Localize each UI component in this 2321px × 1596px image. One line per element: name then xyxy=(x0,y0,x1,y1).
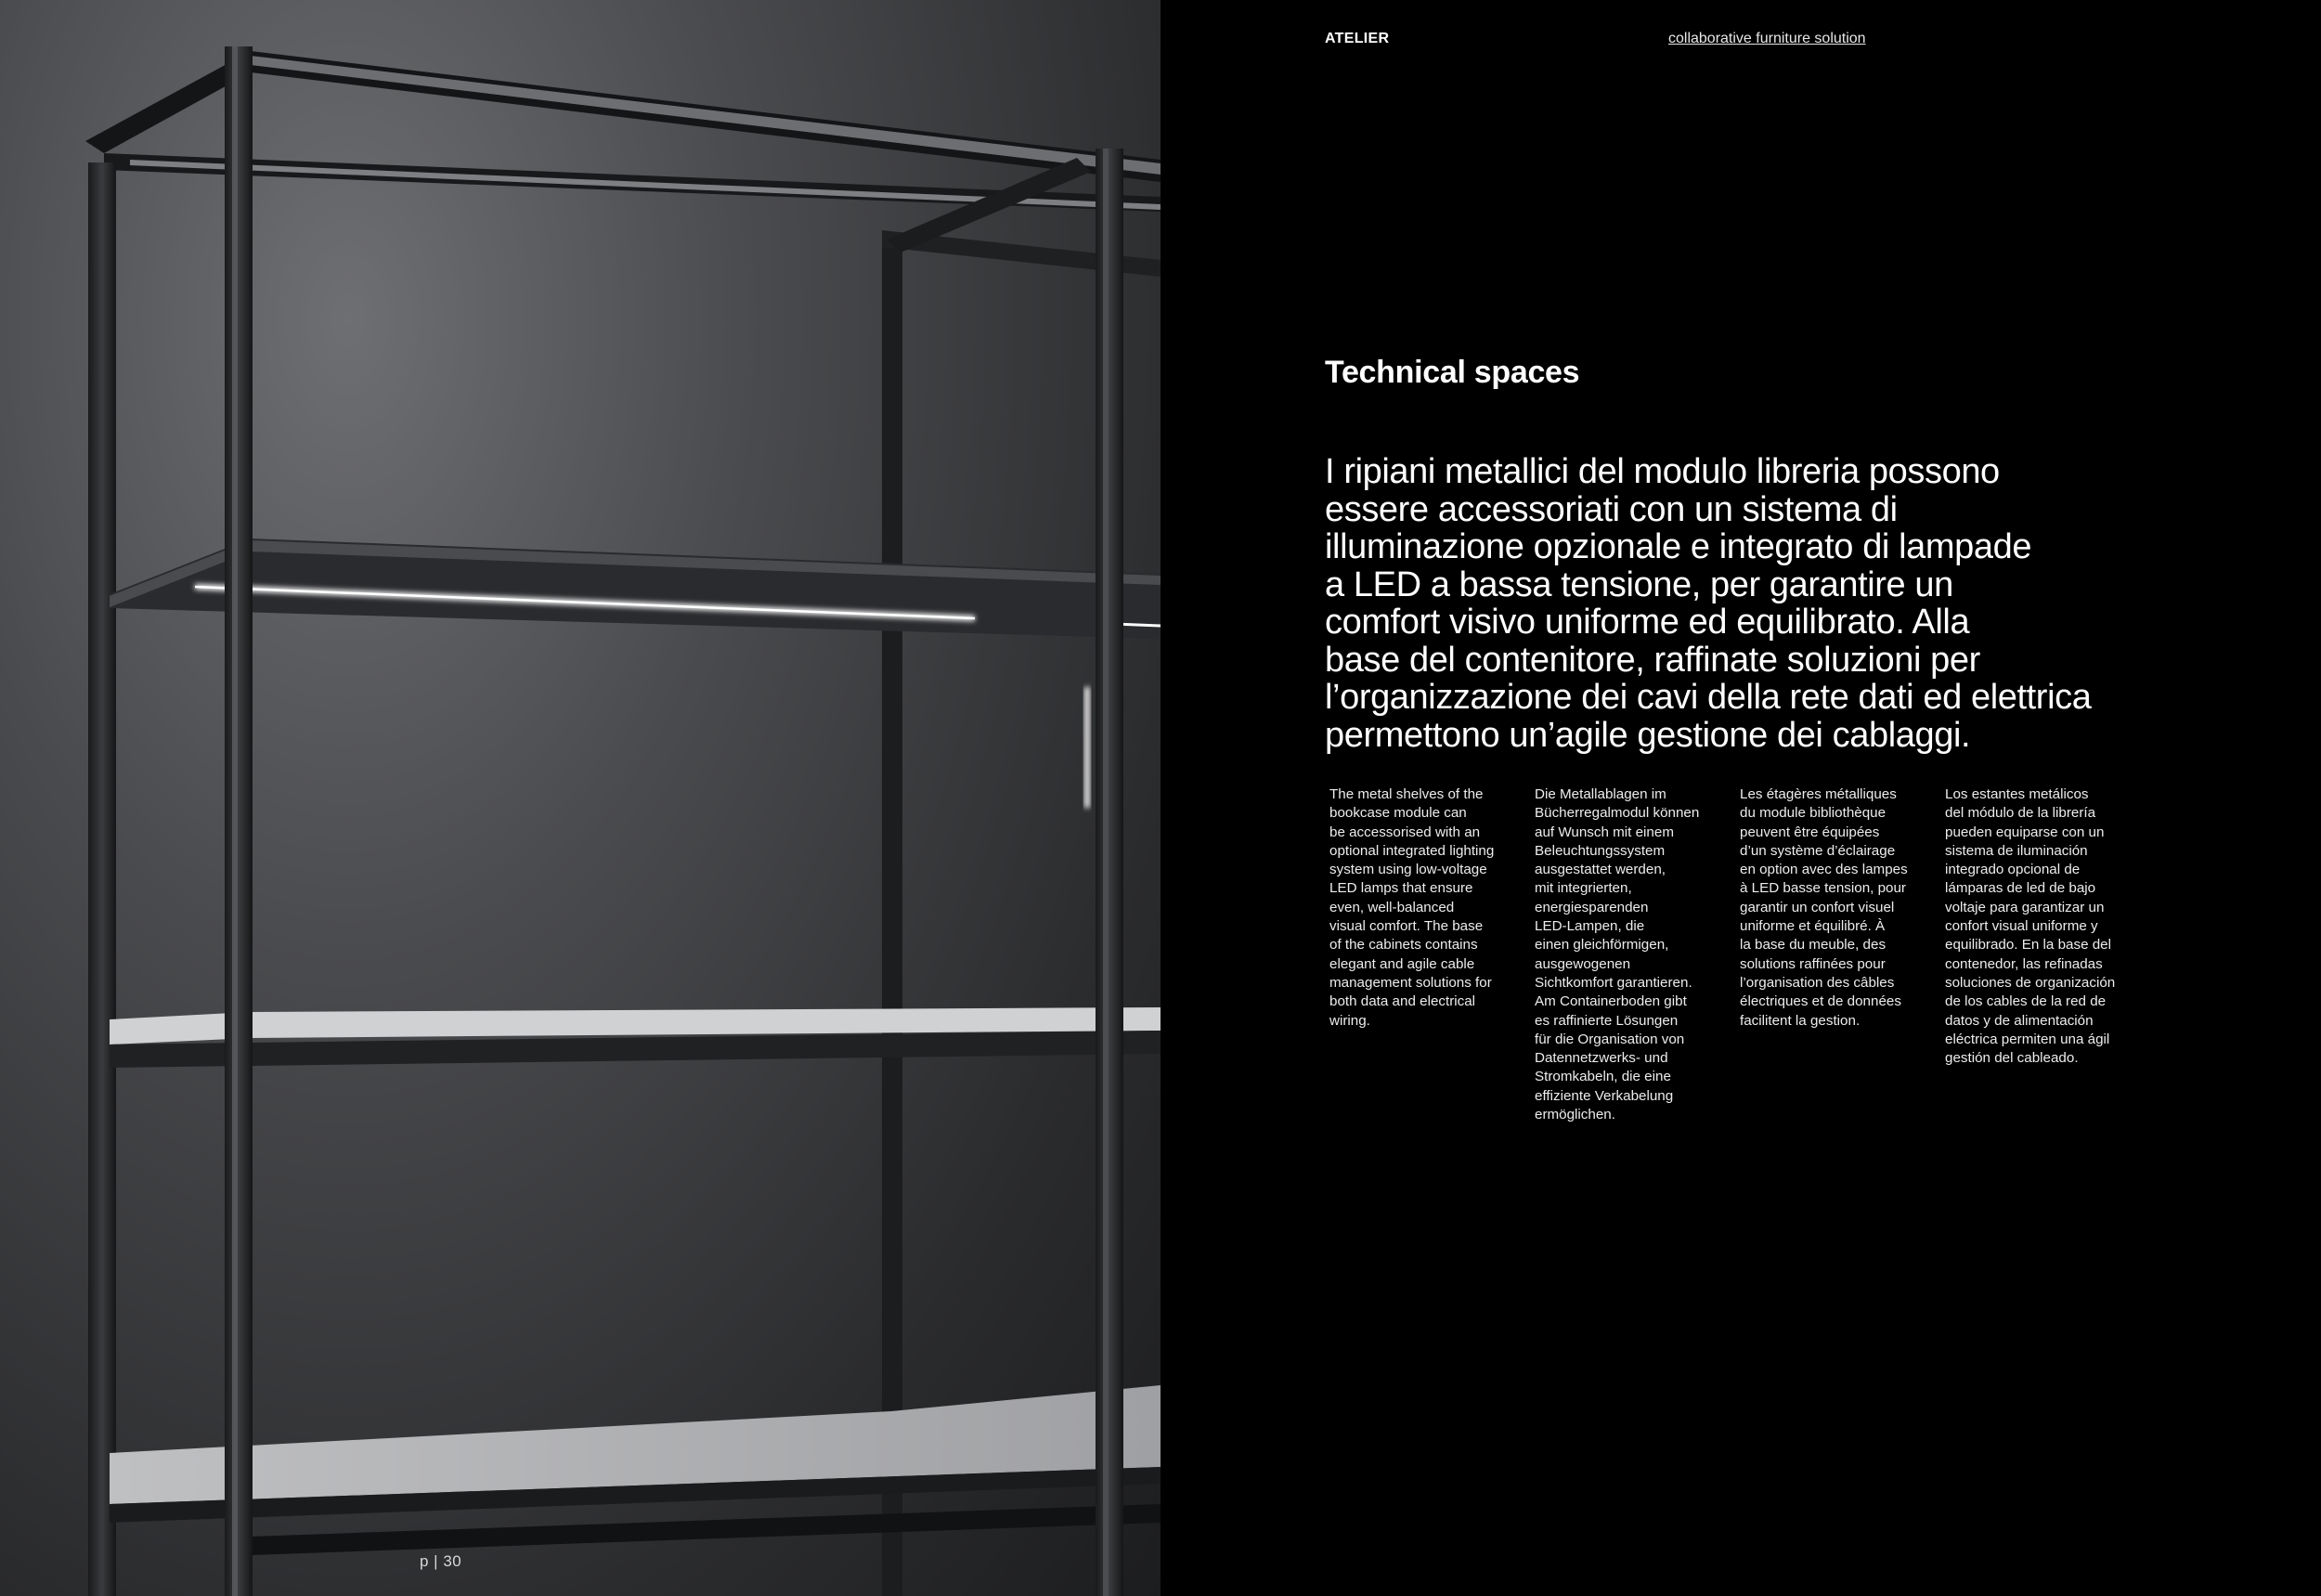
column-line: für die Organisation von xyxy=(1535,1031,1685,1047)
column-line: ausgestattet werden, xyxy=(1535,862,1666,878)
column-line: The metal shelves of the xyxy=(1329,786,1484,802)
column-line: soluciones de organización xyxy=(1945,974,2116,991)
column-line: en option avec des lampes xyxy=(1740,862,1908,878)
column-line: LED lamps that ensure xyxy=(1329,880,1473,897)
lead-line: base del contenitore, raffinate soluzioni per xyxy=(1325,640,1980,680)
front-right-post-highlight xyxy=(1103,149,1109,1596)
column-line: Bücherregalmodul können xyxy=(1535,805,1700,822)
column-line: even, well-balanced xyxy=(1329,899,1455,915)
column-spanish xyxy=(1945,785,2131,1124)
column-line: mit integrierten, xyxy=(1535,880,1632,897)
section-title: Technical spaces xyxy=(1325,355,1580,390)
column-line: confort visual uniforme y xyxy=(1945,918,2098,935)
column-line: del módulo de la librería xyxy=(1945,805,2096,822)
column-line: Die Metallablagen im xyxy=(1535,786,1666,802)
lead-line: permettono un’agile gestione dei cablaggi. xyxy=(1325,715,1971,755)
column-line: integrado opcional de xyxy=(1945,862,2081,878)
column-line: ermöglichen. xyxy=(1535,1107,1615,1123)
lead-line: comfort visivo uniforme ed equilibrato. Alla xyxy=(1325,603,1970,642)
column-english xyxy=(1329,785,1515,1124)
column-line: of the cabinets contains xyxy=(1329,937,1478,954)
column-german xyxy=(1535,785,1720,1124)
column-line: Les étagères métalliques xyxy=(1740,786,1897,802)
shelving-illustration xyxy=(0,0,1160,1596)
column-line: uniforme et équilibré. À xyxy=(1740,918,1886,935)
column-line: à LED basse tension, pour xyxy=(1740,880,1906,897)
column-line: Am Containerboden gibt xyxy=(1535,993,1687,1010)
column-line: equilibrado. En la base del xyxy=(1945,937,2112,954)
column-line: datos y de alimentación xyxy=(1945,1012,2094,1029)
column-line: lámparas de led de bajo xyxy=(1945,880,2096,897)
lead-line: I ripiani metallici del modulo libreria possono xyxy=(1325,452,2000,491)
front-left-post-highlight xyxy=(232,46,238,1596)
column-line: du module bibliothèque xyxy=(1740,805,1887,822)
text-page xyxy=(1160,0,2321,1596)
column-line: elegant and agile cable xyxy=(1329,955,1475,972)
lead-line: l’organizzazione dei cavi della rete dati ed elettrica xyxy=(1325,678,2092,717)
vertical-led-glow xyxy=(1084,687,1090,808)
column-line: garantir un confort visuel xyxy=(1740,899,1895,915)
column-line: gestión del cableado. xyxy=(1945,1050,2079,1067)
column-line: wiring. xyxy=(1329,1012,1370,1029)
column-line: Datennetzwerks- und xyxy=(1535,1050,1668,1067)
column-line: LED-Lampen, die xyxy=(1535,918,1645,935)
column-line: be accessorised with an xyxy=(1329,824,1481,840)
lead-line: a LED a bassa tensione, per garantire un xyxy=(1325,564,1953,604)
column-line: eléctrica permiten una ágil xyxy=(1945,1031,2110,1047)
column-line: la base du meuble, des xyxy=(1740,937,1887,954)
column-line: l’organisation des câbles xyxy=(1740,974,1895,991)
column-line: facilitent la gestion. xyxy=(1740,1012,1861,1029)
front-right-post xyxy=(1096,149,1123,1596)
lead-line: essere accessoriati con un sistema di xyxy=(1325,489,1898,529)
column-line: de los cables de la red de xyxy=(1945,993,2107,1010)
shelving-photo xyxy=(0,0,1160,1596)
column-line: ausgewogenen xyxy=(1535,955,1631,972)
tagline-link[interactable]: collaborative furniture solution xyxy=(1668,31,1866,46)
column-line: system using low-voltage xyxy=(1329,862,1487,878)
column-line: auf Wunsch mit einem xyxy=(1535,824,1674,840)
column-line: management solutions for xyxy=(1329,974,1492,991)
column-line: Stromkabeln, die eine xyxy=(1535,1069,1671,1085)
column-line: Los estantes metálicos xyxy=(1945,786,2089,802)
column-line: both data and electrical xyxy=(1329,993,1476,1010)
lead-line: illuminazione opzionale e integrato di lampade xyxy=(1325,527,2032,566)
column-line: contenedor, las refinadas xyxy=(1945,955,2103,972)
column-line: optional integrated lighting xyxy=(1329,842,1495,859)
column-line: einen gleichförmigen, xyxy=(1535,937,1669,954)
column-line: Sichtkomfort garantieren. xyxy=(1535,974,1692,991)
column-line: électriques et de données xyxy=(1740,993,1901,1010)
column-line: Beleuchtungssystem xyxy=(1535,842,1666,859)
page-number: p | 30 xyxy=(420,1552,462,1570)
column-line: energiesparenden xyxy=(1535,899,1649,915)
column-french xyxy=(1740,785,1926,1124)
column-line: voltaje para garantizar un xyxy=(1945,899,2105,915)
translation-columns xyxy=(1329,785,2150,1124)
brand-name: ATELIER xyxy=(1325,31,1390,46)
lead-paragraph xyxy=(1325,453,2198,754)
column-line: effiziente Verkabelung xyxy=(1535,1087,1674,1104)
left-rear-post xyxy=(88,162,116,1596)
column-line: bookcase module can xyxy=(1329,805,1467,822)
column-line: peuvent être équipées xyxy=(1740,824,1880,840)
column-line: es raffinierte Lösungen xyxy=(1535,1012,1679,1029)
column-line: solutions raffinées pour xyxy=(1740,955,1886,972)
column-line: visual comfort. The base xyxy=(1329,918,1484,935)
front-left-post xyxy=(225,46,253,1596)
column-line: sistema de iluminación xyxy=(1945,842,2088,859)
rear-post xyxy=(882,246,902,1596)
top-rail-highlight xyxy=(251,56,1160,175)
column-line: pueden equiparse con un xyxy=(1945,824,2105,840)
column-line: d’un système d’éclairage xyxy=(1740,842,1896,859)
